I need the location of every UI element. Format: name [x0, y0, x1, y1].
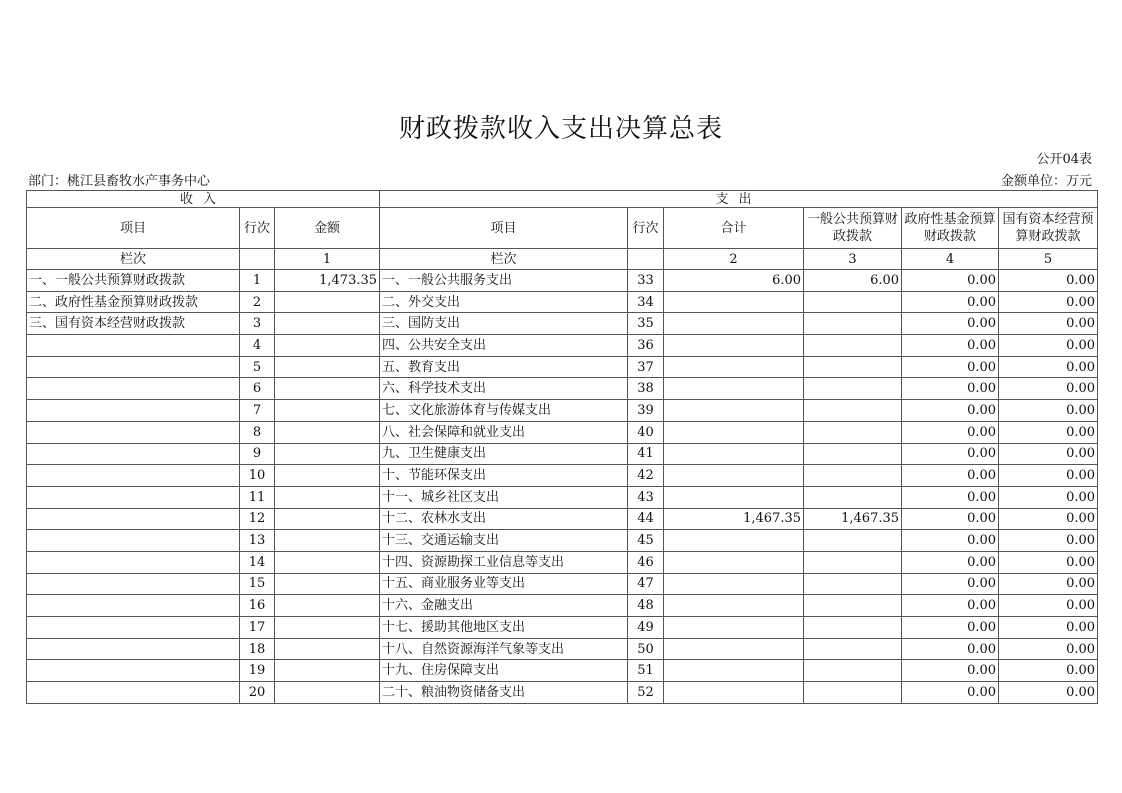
expense-row-no-cell: 34	[628, 291, 664, 313]
gov-fund-cell: 0.00	[902, 291, 999, 313]
total-cell	[664, 400, 804, 422]
gov-fund-cell: 0.00	[902, 660, 999, 682]
general-budget-cell	[804, 421, 902, 443]
state-capital-cell: 0.00	[999, 421, 1098, 443]
general-budget-cell	[804, 378, 902, 400]
state-capital-cell: 0.00	[999, 573, 1098, 595]
income-item-cell: 一、一般公共预算财政拨款	[27, 270, 240, 292]
expense-row-no-cell: 43	[628, 486, 664, 508]
income-item-cell	[27, 356, 240, 378]
income-amount-cell	[275, 573, 380, 595]
total-cell	[664, 313, 804, 335]
income-row-no-cell: 8	[240, 421, 275, 443]
income-row-no-cell: 15	[240, 573, 275, 595]
expense-item-cell: 十五、商业服务业等支出	[380, 573, 628, 595]
income-item-cell	[27, 508, 240, 530]
table-row	[27, 421, 1098, 443]
expense-row-no-cell: 41	[628, 443, 664, 465]
income-row-no-cell: 9	[240, 443, 275, 465]
total-cell	[664, 530, 804, 552]
state-capital-cell: 0.00	[999, 356, 1098, 378]
state-capital-cell: 0.00	[999, 508, 1098, 530]
gov-fund-cell: 0.00	[902, 595, 999, 617]
table-row	[27, 443, 1098, 465]
income-amount-cell	[275, 335, 380, 357]
table-row	[27, 595, 1098, 617]
expense-item-cell: 十二、农林水支出	[380, 508, 628, 530]
table-row	[27, 682, 1098, 704]
expense-item-cell: 三、国防支出	[380, 313, 628, 335]
income-item-cell	[27, 595, 240, 617]
expense-row-no-cell: 49	[628, 617, 664, 639]
table-row	[27, 551, 1098, 573]
total-cell	[664, 682, 804, 704]
income-amount-cell	[275, 530, 380, 552]
income-row-no-cell: 5	[240, 356, 275, 378]
income-amount-cell	[275, 638, 380, 660]
expense-item-cell: 七、文化旅游体育与传媒支出	[380, 400, 628, 422]
income-row-no-cell: 14	[240, 551, 275, 573]
general-budget-cell	[804, 356, 902, 378]
income-item-cell	[27, 551, 240, 573]
income-amount-cell	[275, 421, 380, 443]
expense-item-cell: 九、卫生健康支出	[380, 443, 628, 465]
expense-item-header: 项目	[380, 208, 628, 249]
income-amount-cell	[275, 682, 380, 704]
state-capital-cell: 0.00	[999, 313, 1098, 335]
income-item-cell	[27, 530, 240, 552]
income-amount-header: 金额	[275, 208, 380, 249]
total-cell	[664, 551, 804, 573]
gov-fund-cell: 0.00	[902, 421, 999, 443]
income-row-no-cell: 20	[240, 682, 275, 704]
table-row	[27, 400, 1098, 422]
gov-fund-cell: 0.00	[902, 400, 999, 422]
expense-row-no-cell: 42	[628, 465, 664, 487]
general-budget-cell	[804, 400, 902, 422]
expense-col-blank	[628, 249, 664, 270]
income-row-no-cell: 11	[240, 486, 275, 508]
income-amount-cell	[275, 508, 380, 530]
state-capital-cell: 0.00	[999, 465, 1098, 487]
income-amount-cell	[275, 551, 380, 573]
total-cell	[664, 617, 804, 639]
state-capital-cell: 0.00	[999, 551, 1098, 573]
total-cell	[664, 378, 804, 400]
state-capital-cell: 0.00	[999, 378, 1098, 400]
expense-item-cell: 十六、金融支出	[380, 595, 628, 617]
total-cell	[664, 291, 804, 313]
expense-item-cell: 六、科学技术支出	[380, 378, 628, 400]
income-item-header: 项目	[27, 208, 240, 249]
expense-item-cell: 十三、交通运输支出	[380, 530, 628, 552]
expense-row-no-cell: 45	[628, 530, 664, 552]
income-row-no-cell: 7	[240, 400, 275, 422]
income-item-cell	[27, 573, 240, 595]
income-amount-cell	[275, 443, 380, 465]
table-row	[27, 270, 1098, 292]
amount-unit-label: 金额单位：万元	[1000, 174, 1092, 189]
state-capital-cell: 0.00	[999, 486, 1098, 508]
page-title: 财政拨款收入支出决算总表	[398, 114, 723, 144]
total-cell: 6.00	[664, 270, 804, 292]
state-capital-cell: 0.00	[999, 638, 1098, 660]
general-budget-cell	[804, 465, 902, 487]
total-cell	[664, 573, 804, 595]
income-amount-cell	[275, 313, 380, 335]
table-row	[27, 660, 1098, 682]
state-capital-cell: 0.00	[999, 291, 1098, 313]
expense-item-cell: 二、外交支出	[380, 291, 628, 313]
income-amount-cell	[275, 465, 380, 487]
total-cell	[664, 465, 804, 487]
general-budget-cell	[804, 595, 902, 617]
gov-fund-cell: 0.00	[902, 335, 999, 357]
expense-item-cell: 十七、援助其他地区支出	[380, 617, 628, 639]
gov-fund-cell: 0.00	[902, 617, 999, 639]
gov-fund-cell: 0.00	[902, 551, 999, 573]
expense-item-cell: 十八、自然资源海洋气象等支出	[380, 638, 628, 660]
expense-row-no-cell: 46	[628, 551, 664, 573]
general-budget-cell	[804, 660, 902, 682]
expense-row-no-cell: 47	[628, 573, 664, 595]
income-row-no-header: 行次	[240, 208, 275, 249]
total-cell: 1,467.35	[664, 508, 804, 530]
income-row-no-cell: 6	[240, 378, 275, 400]
table-row	[27, 465, 1098, 487]
total-cell	[664, 421, 804, 443]
expense-row-no-cell: 36	[628, 335, 664, 357]
expense-item-cell: 一、一般公共服务支出	[380, 270, 628, 292]
income-item-cell	[27, 617, 240, 639]
general-budget-cell	[804, 486, 902, 508]
expense-row-no-cell: 39	[628, 400, 664, 422]
income-item-cell	[27, 400, 240, 422]
total-cell	[664, 356, 804, 378]
income-item-cell: 三、国有资本经营财政拨款	[27, 313, 240, 335]
header-row-column-numbers	[27, 249, 1098, 270]
state-capital-cell: 0.00	[999, 335, 1098, 357]
table-row	[27, 378, 1098, 400]
expense-row-no-cell: 35	[628, 313, 664, 335]
expense-item-cell: 四、公共安全支出	[380, 335, 628, 357]
income-item-cell	[27, 486, 240, 508]
budget-summary-table	[26, 190, 1098, 704]
table-row	[27, 508, 1098, 530]
expense-row-no-cell: 51	[628, 660, 664, 682]
header-row-columns	[27, 208, 1098, 249]
income-item-cell	[27, 421, 240, 443]
general-budget-cell	[804, 682, 902, 704]
col-number-4: 4	[902, 249, 999, 270]
income-item-cell	[27, 465, 240, 487]
gov-fund-cell: 0.00	[902, 356, 999, 378]
income-amount-cell	[275, 356, 380, 378]
gov-fund-cell: 0.00	[902, 530, 999, 552]
general-budget-cell	[804, 313, 902, 335]
income-header: 收入	[27, 191, 380, 208]
general-budget-cell	[804, 638, 902, 660]
gov-fund-cell: 0.00	[902, 443, 999, 465]
general-budget-cell	[804, 443, 902, 465]
income-row-no-cell: 18	[240, 638, 275, 660]
state-capital-cell: 0.00	[999, 270, 1098, 292]
income-amount-cell	[275, 291, 380, 313]
department-label: 部门：桃江县畜牧水产事务中心	[28, 174, 211, 189]
income-amount-cell	[275, 378, 380, 400]
gov-fund-cell: 0.00	[902, 508, 999, 530]
income-row-no-cell: 16	[240, 595, 275, 617]
gov-fund-header: 政府性基金预算财政拨款	[902, 208, 999, 249]
state-capital-cell: 0.00	[999, 682, 1098, 704]
expense-row-no-cell: 52	[628, 682, 664, 704]
income-row-no-cell: 19	[240, 660, 275, 682]
general-budget-cell	[804, 335, 902, 357]
income-row-no-cell: 1	[240, 270, 275, 292]
income-item-cell: 二、政府性基金预算财政拨款	[27, 291, 240, 313]
income-col-label: 栏次	[27, 249, 240, 270]
table-row	[27, 335, 1098, 357]
expense-col-label: 栏次	[380, 249, 628, 270]
income-amount-cell	[275, 660, 380, 682]
expense-row-no-cell: 40	[628, 421, 664, 443]
income-amount-cell: 1,473.35	[275, 270, 380, 292]
state-capital-cell: 0.00	[999, 443, 1098, 465]
table-row	[27, 573, 1098, 595]
total-cell	[664, 660, 804, 682]
expense-item-cell: 二十、粮油物资储备支出	[380, 682, 628, 704]
gov-fund-cell: 0.00	[902, 638, 999, 660]
expense-row-no-cell: 33	[628, 270, 664, 292]
total-cell	[664, 595, 804, 617]
expense-item-cell: 五、教育支出	[380, 356, 628, 378]
income-amount-cell	[275, 486, 380, 508]
total-cell	[664, 638, 804, 660]
col-number-5: 5	[999, 249, 1098, 270]
general-budget-cell	[804, 551, 902, 573]
income-row-no-cell: 13	[240, 530, 275, 552]
income-row-no-cell: 3	[240, 313, 275, 335]
gov-fund-cell: 0.00	[902, 378, 999, 400]
expense-item-cell: 十、节能环保支出	[380, 465, 628, 487]
state-capital-cell: 0.00	[999, 617, 1098, 639]
table-row	[27, 313, 1098, 335]
income-row-no-cell: 4	[240, 335, 275, 357]
general-budget-cell	[804, 617, 902, 639]
expense-row-no-cell: 44	[628, 508, 664, 530]
table-row	[27, 291, 1098, 313]
col-number-2: 2	[664, 249, 804, 270]
income-item-cell	[27, 443, 240, 465]
gov-fund-cell: 0.00	[902, 465, 999, 487]
income-row-no-cell: 2	[240, 291, 275, 313]
table-row	[27, 617, 1098, 639]
general-budget-cell	[804, 291, 902, 313]
expense-row-no-cell: 37	[628, 356, 664, 378]
state-capital-cell: 0.00	[999, 400, 1098, 422]
income-row-no-cell: 10	[240, 465, 275, 487]
general-budget-cell	[804, 530, 902, 552]
income-col-blank	[240, 249, 275, 270]
header-row-section	[27, 191, 1098, 208]
income-amount-cell	[275, 617, 380, 639]
total-cell	[664, 443, 804, 465]
gov-fund-cell: 0.00	[902, 486, 999, 508]
income-item-cell	[27, 335, 240, 357]
state-capital-cell: 0.00	[999, 595, 1098, 617]
gov-fund-cell: 0.00	[902, 313, 999, 335]
income-amount-cell	[275, 400, 380, 422]
expense-item-cell: 十四、资源勘探工业信息等支出	[380, 551, 628, 573]
expense-row-no-cell: 50	[628, 638, 664, 660]
income-item-cell	[27, 638, 240, 660]
table-row	[27, 356, 1098, 378]
income-row-no-cell: 12	[240, 508, 275, 530]
col-number-3: 3	[804, 249, 902, 270]
table-row	[27, 530, 1098, 552]
expense-item-cell: 十九、住房保障支出	[380, 660, 628, 682]
expense-item-cell: 十一、城乡社区支出	[380, 486, 628, 508]
table-row	[27, 638, 1098, 660]
expense-row-no-cell: 38	[628, 378, 664, 400]
state-capital-cell: 0.00	[999, 660, 1098, 682]
form-number: 公开04表	[1036, 152, 1092, 167]
income-item-cell	[27, 660, 240, 682]
gov-fund-cell: 0.00	[902, 270, 999, 292]
income-item-cell	[27, 378, 240, 400]
expense-row-no-cell: 48	[628, 595, 664, 617]
total-cell	[664, 335, 804, 357]
table-row	[27, 486, 1098, 508]
general-budget-cell	[804, 573, 902, 595]
total-header: 合计	[664, 208, 804, 249]
expense-row-no-header: 行次	[628, 208, 664, 249]
income-row-no-cell: 17	[240, 617, 275, 639]
general-budget-header: 一般公共预算财政拨款	[804, 208, 902, 249]
state-capital-cell: 0.00	[999, 530, 1098, 552]
income-item-cell	[27, 682, 240, 704]
general-budget-cell: 6.00	[804, 270, 902, 292]
general-budget-cell: 1,467.35	[804, 508, 902, 530]
gov-fund-cell: 0.00	[902, 682, 999, 704]
total-cell	[664, 486, 804, 508]
gov-fund-cell: 0.00	[902, 573, 999, 595]
income-amount-cell	[275, 595, 380, 617]
expense-item-cell: 八、社会保障和就业支出	[380, 421, 628, 443]
col-number-1: 1	[275, 249, 380, 270]
expense-header: 支出	[380, 191, 1098, 208]
state-capital-header: 国有资本经营预算财政拨款	[999, 208, 1098, 249]
